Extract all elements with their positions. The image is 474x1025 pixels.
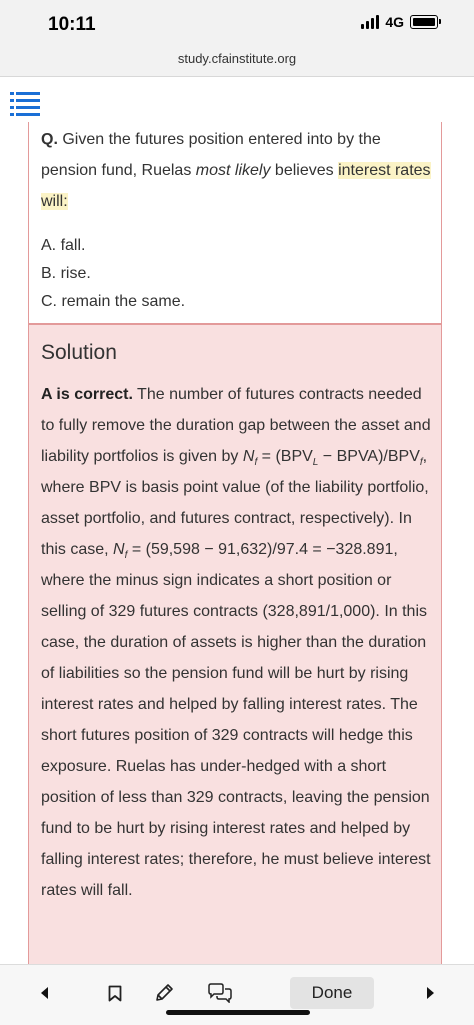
url-text[interactable]: study.cfainstitute.org [177,51,297,66]
question-card [28,122,442,325]
home-indicator [166,1010,310,1015]
solution-title: Solution [41,341,117,364]
solution-body: A is correct. The number of futures contracts needed to fully remove the duration gap between the asset and liability portfolios is given by $N_f = (BPV_L$ − $BPVA)/BPV_f$, where BPV is basis point value (of the liability portfolio, asset portfolio, and futures contract, respectively). In this case, $N_f = (59,598 - 91,632)/97.4 = -328.891$, where the minus sign indicates a short position or selling of 329 futures contracts (328,891/1,000). In this case, the duration of assets is higher than the duration of liabilities so the pension fund will be hurt by rising interest rates and helped by falling interest rates. The short futures position of 329 contracts will hedge this exposure. Ruelas has under-hedged with a short position of less than 329 contracts, leaving the pension fund to be hurt by rising interest rates and helped by falling interest rates; therefore, he must believe interest rates will fall. [41,386,431,899]
previous-page-icon[interactable] [32,977,56,1009]
question-emphasis: most likely [195,162,271,179]
table-of-contents-icon[interactable] [10,92,40,116]
status-indicators [361,14,438,30]
highlighted-text[interactable]: interest rates will: [41,162,431,210]
cellular-signal-icon [361,15,379,29]
question-text: Q. Given the futures position entered into by the pension fund, Ruelas most likely believes interest rates will: [41,131,431,210]
question-prefix: Q. [41,131,58,148]
next-page-icon[interactable] [418,977,442,1009]
comments-icon[interactable] [205,977,235,1009]
status-bar [0,0,474,44]
correct-answer-label: A is correct. [41,386,133,403]
bookmark-icon[interactable] [104,977,126,1009]
answer-options [41,232,185,316]
pencil-icon[interactable] [150,977,178,1009]
done-button[interactable]: Done [290,977,374,1009]
address-bar[interactable] [0,44,474,77]
option-c[interactable]: C. remain the same. [41,293,186,310]
solution-panel [28,325,442,965]
option-a[interactable]: A. fall. [41,237,86,254]
status-time: 10:11 [48,14,96,35]
option-b[interactable]: B. rise. [41,265,91,282]
battery-icon [410,15,438,29]
network-type: 4G [385,14,404,30]
bottom-toolbar [0,964,474,1025]
